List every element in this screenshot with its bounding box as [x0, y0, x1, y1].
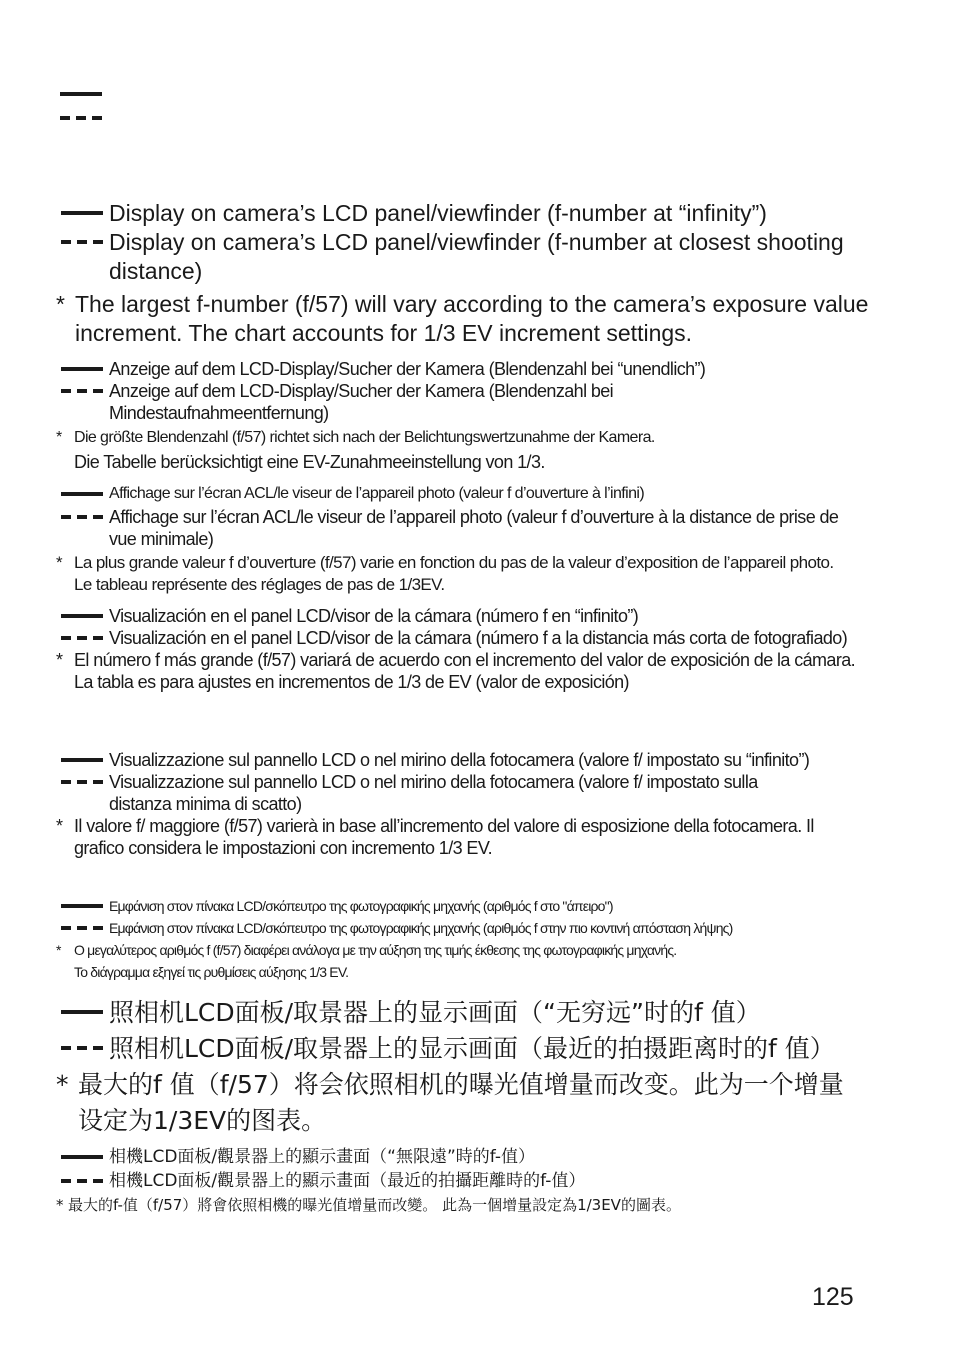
legend-text-closest: Visualizzazione sul pannello LCD o nel mirino della fotocamera (valore f/ impostato sulla distanza minima di scatto) — [109, 772, 758, 814]
footnote-continued — [56, 451, 836, 473]
footnote — [56, 427, 836, 449]
legend-text-infinity: Anzeige auf dem LCD-Display/Sucher der Kamera (Blendenzahl bei “unendlich”) — [109, 359, 706, 379]
legend-text-infinity: 照相机LCD面板/取景器上的显示画面（“无穷远”时的f 值） — [109, 998, 761, 1027]
asterisk: * — [56, 429, 62, 446]
footnote-text-1: Ο μεγαλύτερος αριθμός f (f/57) διαφέρει ανάλογα με την αύξηση της τιμής έκθεσης της φωτογραφικής μηχανής. — [74, 942, 677, 958]
asterisk: * — [56, 1070, 69, 1099]
footnote — [56, 1067, 866, 1139]
solid-line-icon — [61, 492, 103, 496]
footnote-text-2: Die Tabelle berücksichtigt eine EV-Zunahmeeinstellung von 1/3. — [74, 452, 545, 472]
footnote-text: 最大的f 值（f/57）将会依照相机的曝光值增量而改变。此为一个增量设定为1/3EV的图表。 — [78, 1070, 844, 1135]
solid-line-icon — [61, 758, 103, 762]
legend-text-closest: Visualización en el panel LCD/visor de la cámara (número f a la distancia más corta de fotografiado) — [109, 628, 848, 648]
footnote-text: The largest f-number (f/57) will vary according to the camera’s exposure value increment. The chart accounts for 1/3 EV increment settings. — [75, 291, 869, 346]
dashed-line-icon — [61, 389, 103, 393]
legend-row-closest — [56, 627, 856, 649]
dashed-line-icon — [61, 926, 103, 930]
legend-text-infinity: Visualizzazione sul pannello LCD o nel mirino della fotocamera (valore f/ impostato su “infinito”) — [109, 750, 810, 770]
footnote-text: Il valore f/ maggiore (f/57) varierà in base all’incremento del valore di esposizione della fotocamera. Il grafico considera le impostazioni con incremento 1/3 EV. — [74, 816, 814, 858]
legend-text-infinity: Visualización en el panel LCD/visor de la cámara (número f en “infinito”) — [109, 606, 639, 626]
legend-row-closest — [56, 506, 846, 550]
footnote-text-1: Die größte Blendenzahl (f/57) richtet sich nach der Belichtungswertzunahme der Kamera. — [74, 429, 655, 446]
legend-row-infinity — [56, 605, 856, 627]
traditional-chinese-section — [56, 1145, 856, 1217]
dashed-line-icon — [61, 1046, 103, 1050]
greek-section — [56, 896, 876, 982]
asterisk: * — [56, 1196, 64, 1214]
dashed-line-sample — [60, 116, 102, 120]
legend-text-infinity: Display on camera’s LCD panel/viewfinder (f-number at “infinity”) — [109, 200, 767, 226]
legend-row-infinity — [56, 358, 836, 380]
legend-row-infinity — [56, 483, 846, 505]
page-number: 125 — [812, 1283, 854, 1311]
french-section — [56, 483, 846, 596]
dashed-line-icon — [61, 780, 103, 784]
footnote-text-2: Το διάγραμμα εξηγεί τις ρυθμίσεις αύξησης 1/3 EV. — [74, 964, 349, 980]
german-section — [56, 358, 836, 473]
legend-text-closest: Display on camera’s LCD panel/viewfinder (f-number at closest shooting distance) — [109, 229, 844, 284]
spanish-section — [56, 605, 856, 693]
italian-section — [56, 749, 816, 859]
asterisk: * — [56, 553, 63, 572]
legend-row-closest — [56, 1169, 856, 1193]
legend-text-closest: Εμφάνιση στον πίνακα LCD/σκόπευτρο της φωτογραφικής μηχανής (αριθμός f στην πιο κοντινή απόσταση λήψης) — [109, 920, 733, 936]
footnote-text: El número f más grande (f/57) variará de acuerdo con el incremento del valor de exposición de la cámara. La tabla es para ajustes en incrementos de 1/3 de EV (valor de exposición) — [74, 650, 856, 692]
legend-row-infinity — [56, 995, 866, 1031]
solid-line-icon — [61, 904, 103, 908]
solid-line-icon — [61, 614, 103, 618]
legend-text-closest: Anzeige auf dem LCD-Display/Sucher der Kamera (Blendenzahl bei Mindestaufnahmeentfernung) — [109, 381, 614, 423]
legend-text-infinity: Εμφάνιση στον πίνακα LCD/σκόπευτρο της φωτογραφικής μηχανής (αριθμός f στο "άπειρο") — [109, 898, 613, 914]
asterisk: * — [56, 816, 63, 836]
solid-line-icon — [61, 367, 103, 371]
legend-row-infinity — [56, 896, 876, 916]
legend-row-closest — [56, 771, 816, 815]
footnote — [56, 552, 846, 596]
english-section — [56, 199, 869, 348]
footnote — [56, 649, 856, 693]
legend-text-infinity: Affichage sur l’écran ACL/le viseur de l’appareil photo (valeur f d’ouverture à l’infini) — [109, 485, 645, 502]
footnote — [56, 940, 876, 960]
footnote — [56, 290, 875, 348]
footnote — [56, 1193, 856, 1217]
solid-line-sample — [60, 92, 102, 96]
simplified-chinese-section — [56, 995, 866, 1139]
legend-row-closest — [56, 918, 876, 938]
solid-line-icon — [61, 1010, 103, 1014]
asterisk: * — [56, 942, 61, 958]
legend-row-infinity — [56, 199, 856, 228]
dashed-line-icon — [61, 240, 103, 244]
solid-line-icon — [61, 1155, 103, 1159]
legend-text-infinity: 相機LCD面板/觀景器上的顯示畫面（“無限遠”時的f-值） — [109, 1147, 535, 1167]
dashed-line-icon — [61, 636, 103, 640]
legend-row-infinity — [56, 749, 816, 771]
asterisk: * — [56, 291, 65, 317]
legend-row-closest — [56, 380, 836, 424]
top-legend — [60, 92, 102, 120]
legend-row-closest — [56, 1031, 866, 1067]
legend-text-closest: Affichage sur l’écran ACL/le viseur de l’appareil photo (valeur f d’ouverture à la distance de prise de vue minimale) — [109, 507, 839, 549]
solid-line-icon — [61, 211, 103, 215]
asterisk: * — [56, 650, 63, 670]
legend-row-closest — [56, 228, 856, 286]
footnote — [56, 815, 816, 859]
legend-text-closest: 相機LCD面板/觀景器上的顯示畫面（最近的拍攝距離時的f-值） — [109, 1171, 586, 1191]
legend-text-closest: 照相机LCD面板/取景器上的显示画面（最近的拍摄距离时的f 值） — [109, 1034, 835, 1063]
footnote-text: 最大的f-值（f/57）將會依照相機的曝光值增量而改變。 此為一個增量設定為1/3EV的圖表。 — [68, 1196, 681, 1214]
legend-row-infinity — [56, 1145, 856, 1169]
footnote-continued — [56, 962, 876, 982]
dashed-line-icon — [61, 1179, 103, 1183]
footnote-text: La plus grande valeur f d’ouverture (f/57) varie en fonction du pas de la valeur d’exposition de l’appareil photo. Le tableau représente des réglages de pas de 1/3EV. — [74, 553, 834, 594]
dashed-line-icon — [61, 515, 103, 519]
